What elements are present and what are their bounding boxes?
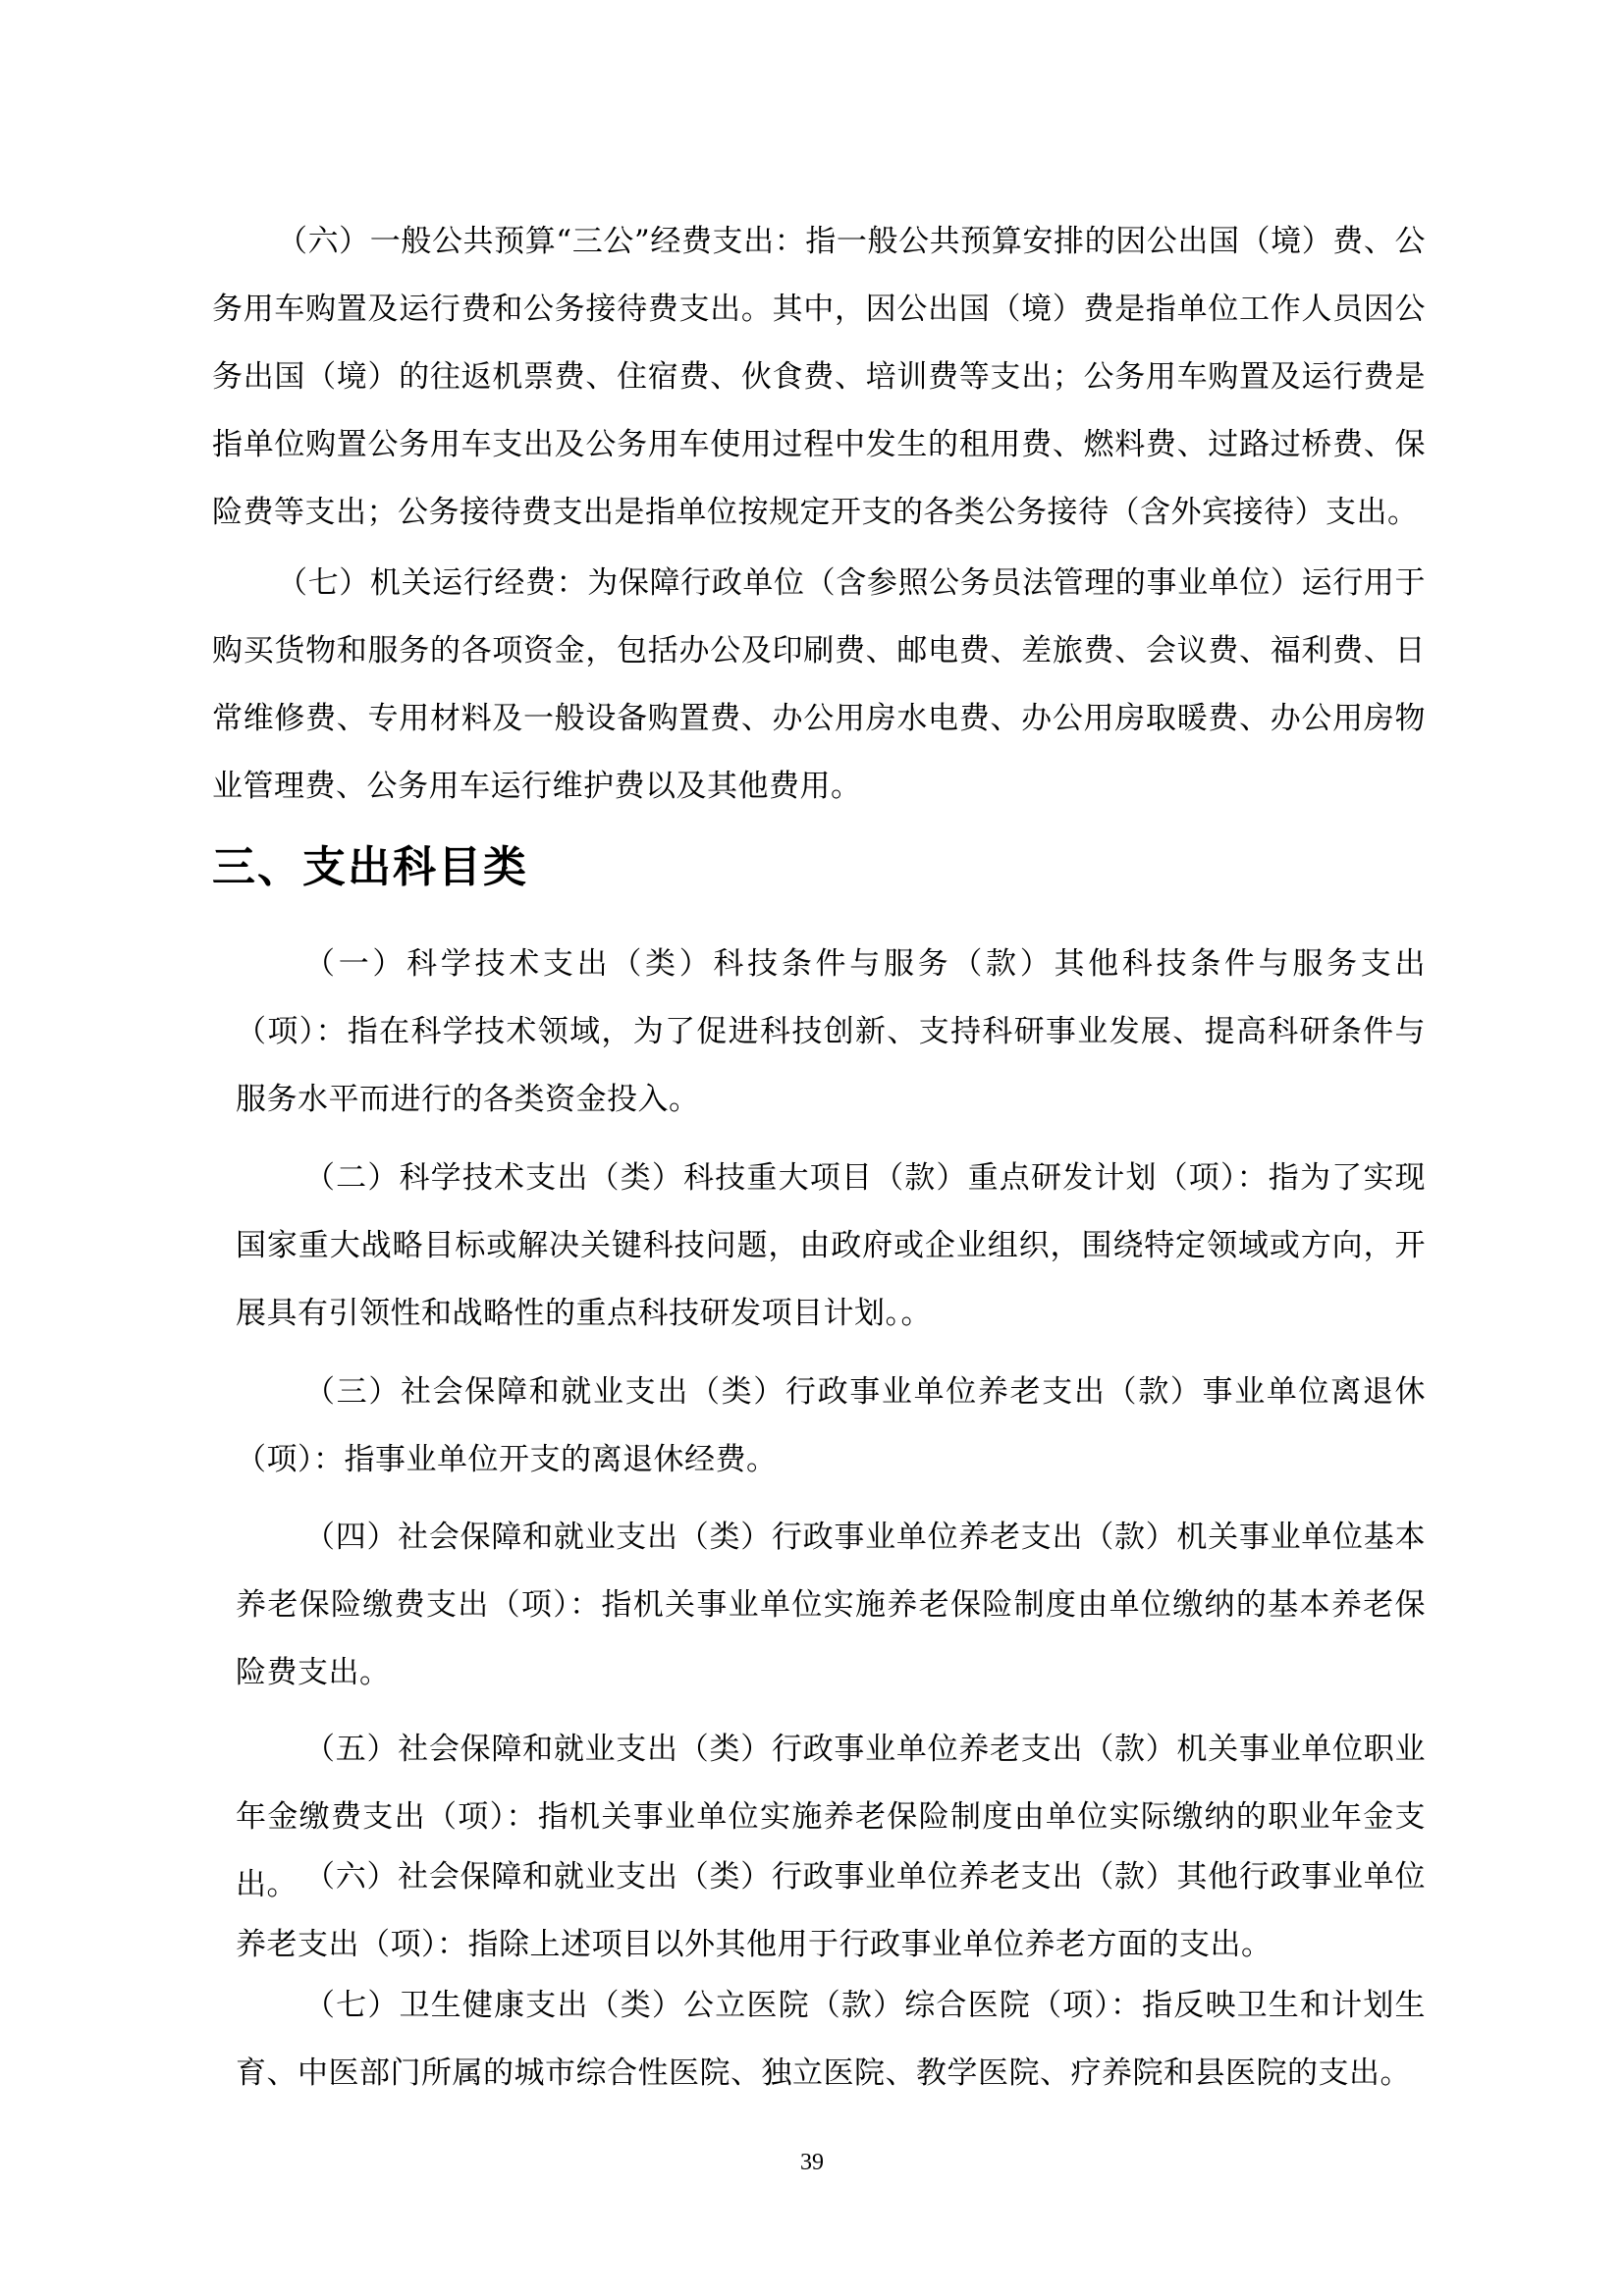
subject-paragraph-2: （二）科学技术支出（类）科技重大项目（款）重点研发计划（项）：指为了实现国家重大战略目标或解决关键科技问题，由政府或企业组织，围绕特定领域或方向，开展具有引领性和战略性的重点科技研发项目计划。。 — [236, 1160, 1426, 1331]
section-heading: 三、支出科目类 — [212, 842, 528, 892]
page-number: 39 — [800, 2150, 824, 2175]
definition-paragraph-sangong: （六）一般公共预算“三公”经费支出：指一般公共预算安排的因公出国（境）费、公务用车购置及运行费和公务接待费支出。其中，因公出国（境）费是指单位工作人员因公务出国（境）的往返机票费、住宿费、伙食费、培训费等支出；公务用车购置及运行费是指单位购置公务用车支出及公务用车使用过程中发生的租用费、燃料费、过路过桥费、保险费等支出；公务接待费支出是指单位按规定开支的各类公务接待（含外宾接待）支出。 — [212, 224, 1426, 530]
subject-paragraph-5: （五）社会保障和就业支出（类）行政事业单位养老支出（款）机关事业单位职业年金缴费支出（项）：指机关事业单位实施养老保险制度由单位实际缴纳的职业年金支出。 — [236, 1732, 1426, 1902]
subject-paragraph-7: （七）卫生健康支出（类）公立医院（款）综合医院（项）：指反映卫生和计划生育、中医部门所属的城市综合性医院、独立医院、教学医院、疗养院和县医院的支出。 — [236, 1988, 1426, 2091]
definition-paragraph-operating-expenses: （七）机关运行经费：为保障行政单位（含参照公务员法管理的事业单位）运行用于购买货物和服务的各项资金，包括办公及印刷费、邮电费、差旅费、会议费、福利费、日常维修费、专用材料及一般设备购置费、办公用房水电费、办公用房取暖费、办公用房物业管理费、公务用车运行维护费以及其他费用。 — [212, 565, 1426, 804]
subject-paragraph-3: （三）社会保障和就业支出（类）行政事业单位养老支出（款）事业单位离退休（项）：指事业单位开支的离退休经费。 — [236, 1374, 1426, 1477]
subject-paragraph-1: （一）科学技术支出（类）科技条件与服务（款）其他科技条件与服务支出（项）：指在科学技术领域，为了促进科技创新、支持科研事业发展、提高科研条件与服务水平而进行的各类资金投入。 — [236, 946, 1426, 1117]
subject-paragraph-6: （六）社会保障和就业支出（类）行政事业单位养老支出（款）其他行政事业单位养老支出（项）：指除上述项目以外其他用于行政事业单位养老方面的支出。 — [236, 1859, 1426, 1962]
subject-paragraph-4: （四）社会保障和就业支出（类）行政事业单位养老支出（款）机关事业单位基本养老保险缴费支出（项）：指机关事业单位实施养老保险制度由单位缴纳的基本养老保险费支出。 — [236, 1520, 1426, 1690]
